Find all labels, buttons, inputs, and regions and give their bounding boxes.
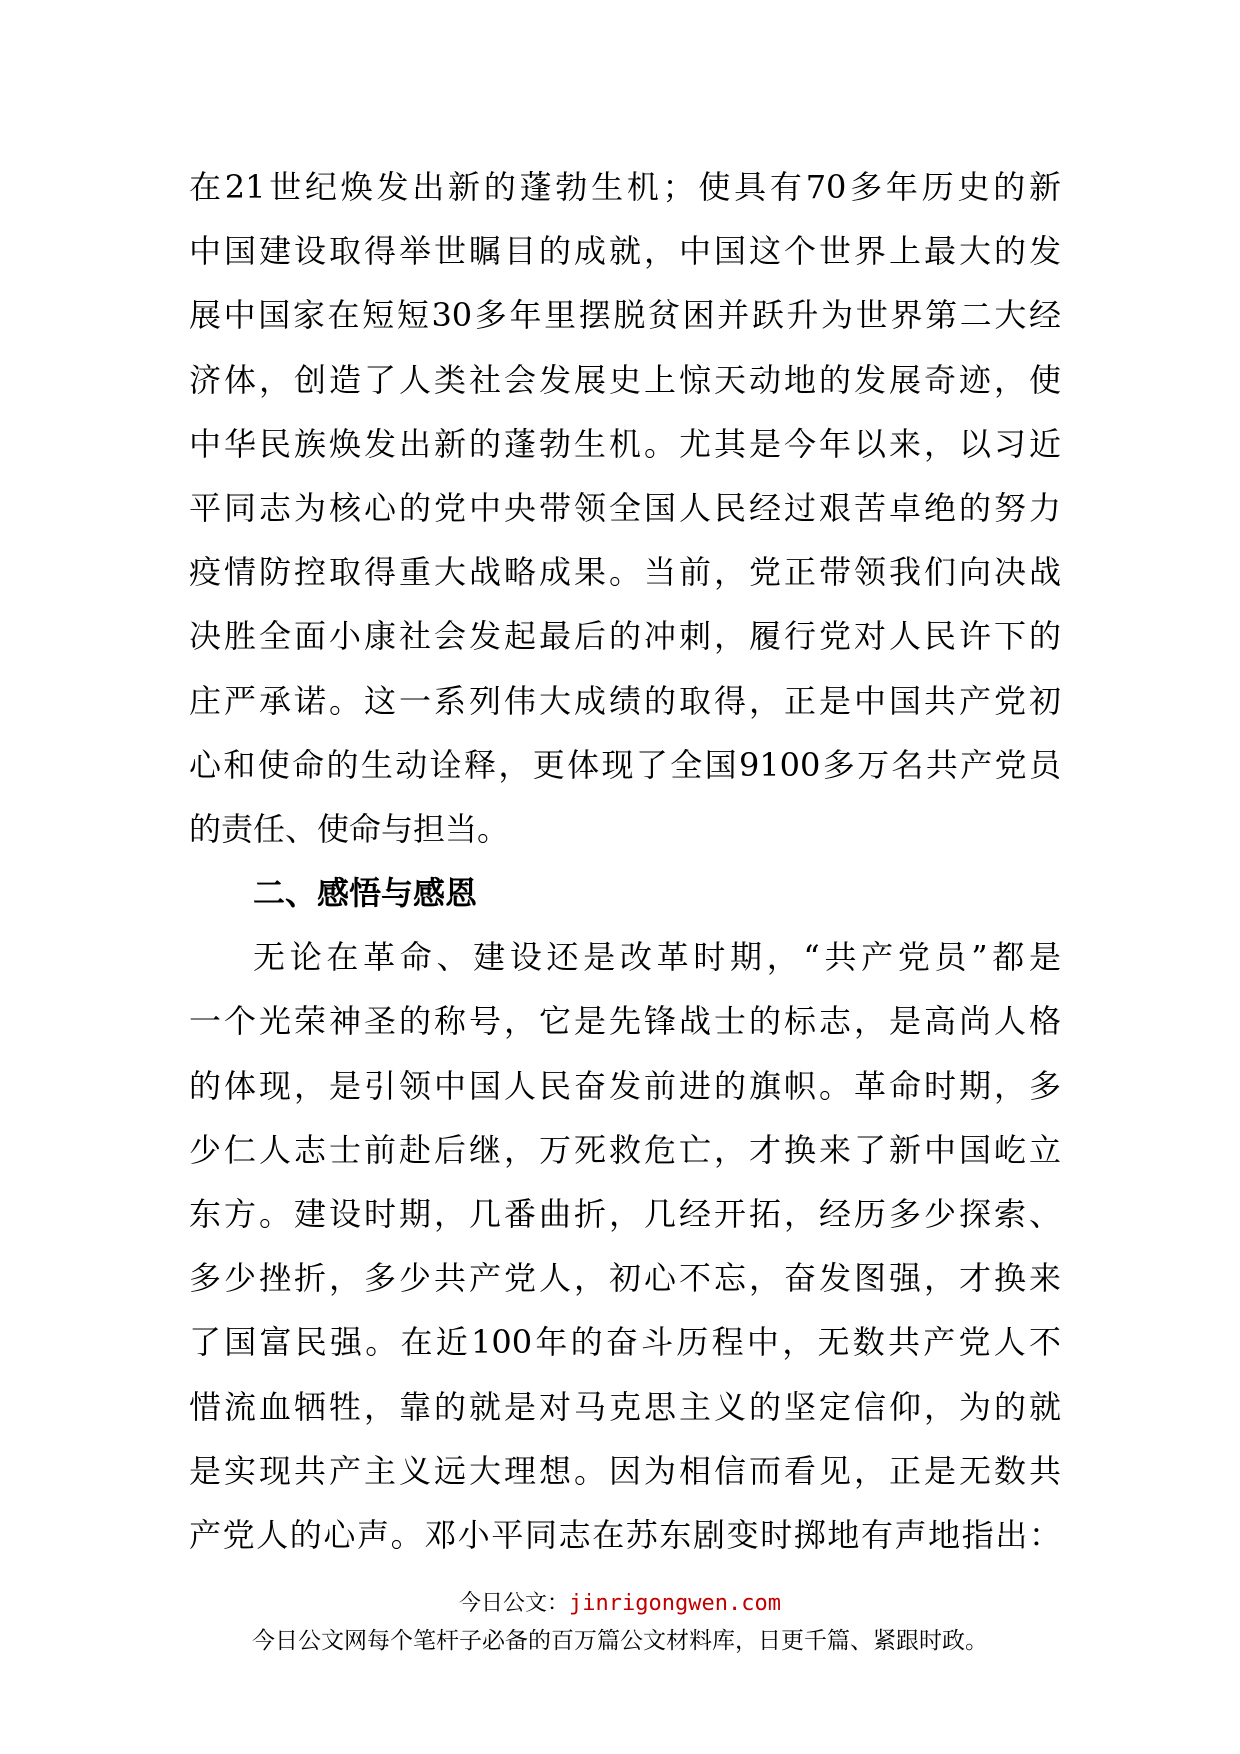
paragraph-line: 无论在革命、建设还是改革时期，“共产党员”都是 — [253, 938, 1061, 977]
paragraph-line: 是实现共产主义远大理想。因为相信而看见，正是无数共 — [189, 1451, 1061, 1490]
paragraph-line: 了国富民强。在近100年的奋斗历程中，无数共产党人不 — [189, 1323, 1061, 1362]
document-body — [189, 155, 1061, 1567]
paragraph-line: 庄严承诺。这一系列伟大成绩的取得，正是中国共产党初 — [189, 681, 1061, 720]
paragraph-line: 心和使命的生动诠释，更体现了全国9100多万名共产党员 — [189, 745, 1061, 784]
paragraph-line: 多少挫折，多少共产党人，初心不忘，奋发图强，才换来 — [189, 1259, 1061, 1298]
footer-site-label: 今日公文： — [459, 1591, 570, 1616]
paragraph-line: 平同志为核心的党中央带领全国人民经过艰苦卓绝的努力 — [189, 488, 1061, 527]
paragraph-line: 在21世纪焕发出新的蓬勃生机；使具有70多年历史的新 — [189, 168, 1061, 206]
paragraph-line: 展中国家在短短30多年里摆脱贫困并跃升为世界第二大经 — [189, 296, 1061, 335]
footer-site-link[interactable]: jinrigongwen.com — [569, 1591, 781, 1616]
paragraph-line: 济体，创造了人类社会发展史上惊天动地的发展奇迹，使 — [189, 360, 1061, 399]
paragraph-line: 疫情防控取得重大战略成果。当前，党正带领我们向决战 — [189, 553, 1061, 592]
paragraph-line: 的责任、使命与担当。 — [189, 809, 510, 848]
paragraph-line: 中华民族焕发出新的蓬勃生机。尤其是今年以来，以习近 — [189, 424, 1061, 463]
paragraph-line: 中国建设取得举世瞩目的成就，中国这个世界上最大的发 — [189, 232, 1061, 271]
paragraph-line: 惜流血牺牲，靠的就是对马克思主义的坚定信仰，为的就 — [189, 1387, 1061, 1426]
paragraph-line: 东方。建设时期，几番曲折，几经开拓，经历多少探索、 — [189, 1195, 1061, 1233]
footer-site — [0, 1588, 1240, 1620]
paragraph-line: 一个光荣神圣的称号，它是先锋战士的标志，是高尚人格 — [189, 1002, 1061, 1041]
section-heading: 二、感悟与感恩 — [253, 874, 478, 913]
paragraph-line: 决胜全面小康社会发起最后的冲刺，履行党对人民许下的 — [189, 617, 1061, 656]
paragraph-line: 的体现，是引领中国人民奋发前进的旗帜。革命时期，多 — [189, 1066, 1061, 1105]
footer-slogan: 今日公文网每个笔杆子必备的百万篇公文材料库，日更千篇、紧跟时政。 — [252, 1628, 988, 1654]
paragraph-line: 产党人的心声。邓小平同志在苏东剧变时掷地有声地指出： — [189, 1515, 1061, 1554]
paragraph-line: 少仁人志士前赴后继，万死救危亡，才换来了新中国屹立 — [189, 1130, 1061, 1169]
